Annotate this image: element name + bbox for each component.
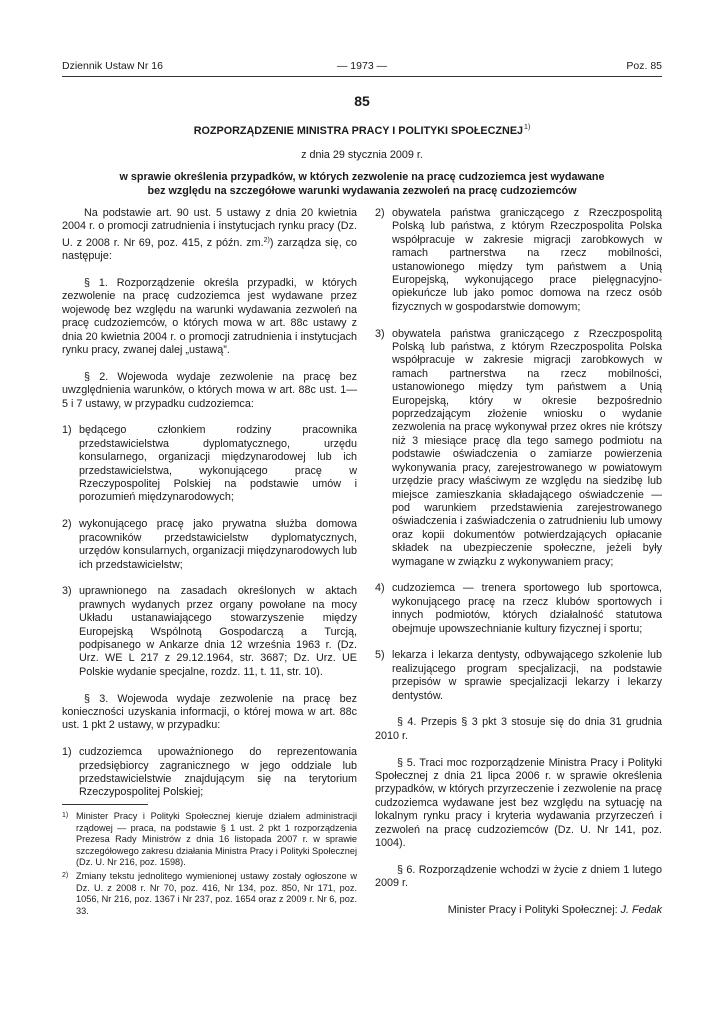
list-item-number: 3): [62, 585, 72, 598]
right-column: [375, 207, 662, 917]
footnote-text: Minister Pracy i Polityki Społecznej kieruje działem administracji rządowej — praca, na podstawie § 1 ust. 2 pkt 1 rozporządzenia Prezesa Rady Ministrów z dnia 16 listopada 2007 r. w sprawie szczegółowego zakresu działania Ministra Pracy i Polityki Społecznej (Dz. U. Nr 216, poz. 1598).: [76, 811, 357, 868]
act-title-footnote-ref[interactable]: 1): [524, 124, 531, 131]
list-item-text: lekarza i lekarza dentysty, odbywającego szkolenie lub realizującego program specjalizacji, na podstawie przepisów w sprawie specjalizacji lekarzy i lekarzy dentystów.: [392, 649, 662, 702]
act-subject-line: w sprawie określenia przypadków, w których zezwolenie na pracę cudzoziemca jest wydawane: [119, 171, 605, 183]
list-item-text: obywatela państwa graniczącego z Rzeczpospolitą Polską lub państwa, z którym Rzeczpospolita Polska współpracuje w zakresie migracji zarobkowych w ramach partnerstwa na rzecz mobilności, ustanowionego między tym państwem a Unią Europejską, wykonującego prace pielęgnacyjno-opiekuńcze lub jako pomoc domowa na rzecz osób fizycznych w gospodarstwie domowym;: [392, 207, 662, 313]
list-item-text: cudzoziemca upoważnionego do reprezentowania przedsiębiorcy zagranicznego w jego oddziale lub przedstawicielstwie znajdującym się na terytorium Rzeczypospolitej Polskiej;: [79, 746, 357, 799]
signature-name: J. Fedak: [620, 904, 662, 917]
journal-name: Dziennik Ustaw Nr 16: [62, 60, 163, 72]
act-title-text: ROZPORZĄDZENIE MINISTRA PRACY I POLITYKI SPOŁECZNEJ: [193, 125, 524, 137]
footnote-mark: 2): [62, 871, 69, 879]
list-item-number: 2): [62, 518, 72, 531]
footnote-text: Zmiany tekstu jednolitego wymienionej ustawy zostały ogłoszone w Dz. U. z 2008 r. Nr 70, poz. 416, Nr 134, poz. 850, Nr 171, poz. 1056, Nr 216, poz. 1367 i Nr 237, poz. 1654 oraz z 2009 r. Nr 6, poz. 33.: [76, 870, 357, 916]
header-divider: [62, 76, 662, 77]
signature-role: Minister Pracy i Polityki Społecznej:: [447, 904, 621, 917]
act-subject-line: bez względu na szczegółowe warunki wydawania zezwoleń na pracę cudzoziemców: [147, 185, 577, 197]
footnote-divider: [62, 804, 148, 805]
section-3: § 3. Wojewoda wydaje zezwolenie na pracę bez konieczności uzyskania informacji, o której mowa w art. 88c ust. 1 pkt 2 ustawy, w przypadku:: [62, 692, 357, 732]
position-number: Poz. 85: [626, 60, 662, 72]
list-item: [62, 585, 357, 679]
page-number: — 1973 —: [336, 60, 388, 72]
list-item-text: będącego członkiem rodziny pracownika przedstawicielstwa dyplomatycznego, urzędu konsularnego, organizacji międzynarodowej lub ich przedstawicielstwa, wykonującego pracę w Rzeczypospolitej Polskiej na podstawie umów i porozumień międzynarodowych;: [79, 424, 357, 504]
section-5: § 5. Traci moc rozporządzenie Ministra Pracy i Polityki Społecznej z dnia 21 lipca 2006 r. w sprawie określenia przypadków, w których przyrzeczenie i zezwolenie na pracę cudzoziemca wydawane jest bez względu na sytuację na lokalnym rynku pracy i kryteria wydawania przyrzeczeń i zezwoleń na pracę cudzoziemców (Dz. U. Nr 141, poz. 1004).: [375, 756, 662, 850]
footnotes: [62, 811, 357, 919]
list-item-number: 1): [62, 424, 72, 437]
section-4: § 4. Przepis § 3 pkt 3 stosuje się do dnia 31 grudnia 2010 r.: [375, 716, 662, 742]
preamble-text: ) zarządza się, co następuje:: [62, 236, 358, 263]
footnote-mark: 1): [62, 812, 69, 819]
list-item: [375, 328, 662, 569]
act-date: z dnia 29 stycznia 2009 r.: [301, 149, 423, 161]
act-subject: [72, 170, 652, 198]
preamble-text: Na podstawie art. 90 ust. 5 ustawy z dnia 20 kwietnia 2004 r. o promocji zatrudnienia i instytucjach rynku pracy (Dz. U. z 2008 r. Nr 69, poz. 415, z późn. zm.: [62, 207, 357, 249]
list-item-number: 2): [375, 207, 385, 219]
list-item-number: 5): [375, 649, 385, 662]
left-column: [62, 207, 357, 813]
list-item-text: obywatela państwa graniczącego z Rzeczpospolitą Polską lub państwa, z którym Rzeczpospolita Polska współpracuje w zakresie migracji zarobkowych w ramach partnerstwa na rzecz mobilności, ustanowionego między tym państwem a Unią Europejską, który w okresie bezpośrednio poprzedzającym złożenie wniosku o wydanie zezwolenia na pracę wykonywał przez okres nie krótszy niż 3 miesiące pracę dla tego samego podmiotu na podstawie oświadczenia o zamiarze powierzenia wykonywania pracy, zarejestrowanego w powiatowym urzędzie pracy właściwym ze względu na siedzibę lub miejsce zamieszkania składającego oświadczenie — pod warunkiem przedstawienia zarejestrowanego oświadczenia i zaświadczenia o zatrudnieniu lub umowy oraz kopii dokumentów potwierdzających opłacanie składek na ubezpieczenie społeczne, jeżeli były wymagane w związku z wykonywaniem pracy;: [392, 327, 662, 568]
section-2: § 2. Wojewoda wydaje zezwolenie na pracę bez uwzględnienia warunków, o których mowa w art. 88c ust. 1—5 i 7 ustawy, w przypadku cudzoziemca:: [62, 370, 357, 410]
footnote: [62, 811, 357, 869]
act-title: [62, 121, 662, 138]
preamble: [62, 207, 357, 264]
act-number: 85: [354, 93, 370, 109]
list-item: [375, 649, 662, 703]
list-item: [375, 207, 662, 314]
list-item: [62, 746, 357, 800]
list-item: [375, 582, 662, 636]
preamble-footnote-ref[interactable]: 2): [263, 236, 270, 244]
list-item-text: cudzoziemca — trenera sportowego lub sportowca, wykonującego pracę na rzecz klubów sportowych i innych podmiotów, których działalność statutowa obejmuje upowszechnianie kultury fizycznej i sportu;: [392, 582, 662, 635]
list-item-number: 4): [375, 582, 385, 595]
list-item-text: uprawnionego na zasadach określonych w aktach prawnych wydanych przez organy powołane na mocy Układu ustanawiającego stowarzyszenie między Europejską Wspólnotą Gospodarczą a Turcją, podpisanego w Ankarze dnia 12 września 1963 r. (Dz. Urz. WE L 217 z 29.12.1964, str. 3687; Dz. Urz. UE Polskie wydanie specjalne, rozdz. 11, t. 11, str. 10).: [79, 585, 357, 678]
list-item-text: wykonującego pracę jako prywatna służba domowa pracowników przedstawicielstw dyplomatycznych, urzędów konsularnych, organizacji międzynarodowych lub ich przedstawicielstw;: [79, 518, 357, 571]
section-1: § 1. Rozporządzenie określa przypadki, w których zezwolenie na pracę cudzoziemca jest wydawane przez wojewodę bez względu na warunki wydawania zezwoleń na pracę cudzoziemców, o których mowa w art. 88c ustawy z dnia 20 kwietnia 2004 r. o promocji zatrudnienia i instytucjach rynku pracy, zwanej dalej „ustawą”.: [62, 277, 357, 357]
signature: [375, 904, 662, 917]
footnote: [62, 871, 357, 917]
section-6: § 6. Rozporządzenie wchodzi w życie z dniem 1 lutego 2009 r.: [375, 863, 662, 890]
list-item: [62, 518, 357, 572]
running-header: [62, 59, 662, 73]
list-item-number: 3): [375, 327, 385, 340]
list-item: [62, 424, 357, 504]
list-item-number: 1): [62, 746, 72, 759]
